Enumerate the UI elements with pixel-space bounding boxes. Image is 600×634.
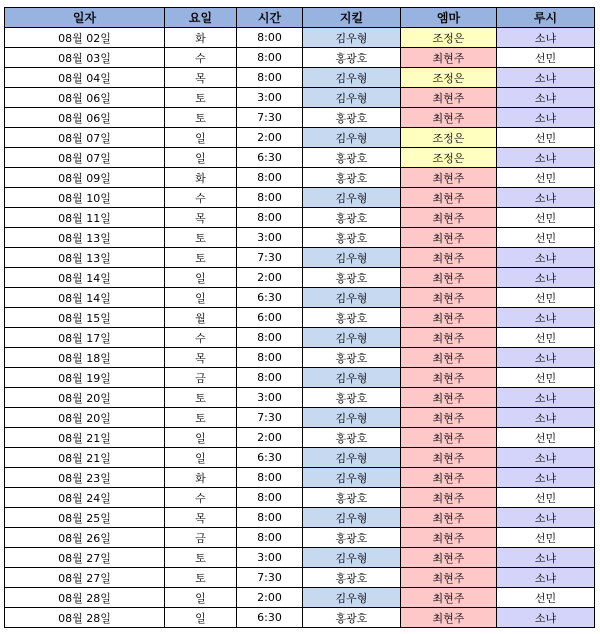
day-cell[interactable]: 토 [165, 568, 237, 588]
day-cell[interactable]: 일 [165, 148, 237, 168]
time-cell[interactable]: 3:00 [237, 388, 303, 408]
day-cell[interactable]: 토 [165, 408, 237, 428]
day-cell[interactable]: 수 [165, 328, 237, 348]
day-cell[interactable]: 수 [165, 488, 237, 508]
time-cell[interactable]: 2:00 [237, 268, 303, 288]
header-row [5, 8, 595, 28]
lucy-cell[interactable]: 소냐 [497, 468, 595, 488]
lucy-cell[interactable]: 소냐 [497, 188, 595, 208]
header-emma[interactable]: 엠마 [401, 8, 497, 28]
emma-cell[interactable]: 최현주 [401, 108, 497, 128]
day-cell[interactable]: 화 [165, 168, 237, 188]
time-cell[interactable]: 8:00 [237, 168, 303, 188]
jekyll-cell[interactable]: 김우형 [303, 28, 401, 48]
jekyll-cell[interactable]: 김우형 [303, 508, 401, 528]
jekyll-cell[interactable]: 홍광호 [303, 228, 401, 248]
time-cell[interactable]: 6:30 [237, 288, 303, 308]
emma-cell[interactable]: 최현주 [401, 288, 497, 308]
emma-cell[interactable]: 최현주 [401, 408, 497, 428]
time-cell[interactable]: 6:00 [237, 308, 303, 328]
day-cell[interactable]: 목 [165, 68, 237, 88]
emma-cell[interactable]: 최현주 [401, 88, 497, 108]
jekyll-cell[interactable]: 홍광호 [303, 428, 401, 448]
day-cell[interactable]: 금 [165, 368, 237, 388]
emma-cell[interactable]: 최현주 [401, 368, 497, 388]
lucy-cell[interactable]: 선민 [497, 328, 595, 348]
date-cell[interactable]: 08월 14일 [5, 288, 165, 308]
table-row [5, 448, 595, 468]
emma-cell[interactable]: 최현주 [401, 168, 497, 188]
day-cell[interactable]: 일 [165, 608, 237, 628]
time-cell[interactable]: 8:00 [237, 368, 303, 388]
lucy-cell[interactable]: 선민 [497, 208, 595, 228]
time-cell[interactable]: 2:00 [237, 128, 303, 148]
table-row [5, 188, 595, 208]
emma-cell[interactable]: 최현주 [401, 208, 497, 228]
day-cell[interactable]: 수 [165, 48, 237, 68]
jekyll-cell[interactable]: 홍광호 [303, 568, 401, 588]
header-jekyll[interactable]: 지킬 [303, 8, 401, 28]
date-cell[interactable]: 08월 27일 [5, 548, 165, 568]
header-lucy[interactable]: 루시 [497, 8, 595, 28]
lucy-cell[interactable]: 소냐 [497, 108, 595, 128]
jekyll-cell[interactable]: 김우형 [303, 548, 401, 568]
date-cell[interactable]: 08월 09일 [5, 168, 165, 188]
jekyll-cell[interactable]: 홍광호 [303, 268, 401, 288]
emma-cell[interactable]: 최현주 [401, 228, 497, 248]
date-cell[interactable]: 08월 20일 [5, 408, 165, 428]
table-row [5, 588, 595, 608]
date-cell[interactable]: 08월 21일 [5, 448, 165, 468]
header-time[interactable]: 시간 [237, 8, 303, 28]
jekyll-cell[interactable]: 홍광호 [303, 208, 401, 228]
day-cell[interactable]: 일 [165, 268, 237, 288]
day-cell[interactable]: 금 [165, 528, 237, 548]
lucy-cell[interactable]: 소냐 [497, 268, 595, 288]
day-cell[interactable]: 목 [165, 348, 237, 368]
day-cell[interactable]: 토 [165, 248, 237, 268]
table-row [5, 548, 595, 568]
jekyll-cell[interactable]: 홍광호 [303, 48, 401, 68]
table-row [5, 68, 595, 88]
date-cell[interactable]: 08월 28일 [5, 588, 165, 608]
date-cell[interactable]: 08월 26일 [5, 528, 165, 548]
time-cell[interactable]: 3:00 [237, 548, 303, 568]
lucy-cell[interactable]: 소냐 [497, 68, 595, 88]
date-cell[interactable]: 08월 14일 [5, 268, 165, 288]
time-cell[interactable]: 6:30 [237, 448, 303, 468]
lucy-cell[interactable]: 소냐 [497, 28, 595, 48]
time-cell[interactable]: 7:30 [237, 248, 303, 268]
day-cell[interactable]: 일 [165, 288, 237, 308]
emma-cell[interactable]: 최현주 [401, 308, 497, 328]
jekyll-cell[interactable]: 홍광호 [303, 388, 401, 408]
date-cell[interactable]: 08월 28일 [5, 608, 165, 628]
day-cell[interactable]: 목 [165, 208, 237, 228]
lucy-cell[interactable]: 소냐 [497, 608, 595, 628]
emma-cell[interactable]: 최현주 [401, 588, 497, 608]
lucy-cell[interactable]: 소냐 [497, 348, 595, 368]
emma-cell[interactable]: 최현주 [401, 388, 497, 408]
time-cell[interactable]: 8:00 [237, 28, 303, 48]
jekyll-cell[interactable]: 홍광호 [303, 148, 401, 168]
date-cell[interactable]: 08월 04일 [5, 68, 165, 88]
table-row [5, 308, 595, 328]
date-cell[interactable]: 08월 10일 [5, 188, 165, 208]
table-row [5, 268, 595, 288]
date-cell[interactable]: 08월 17일 [5, 328, 165, 348]
time-cell[interactable]: 8:00 [237, 488, 303, 508]
time-cell[interactable]: 8:00 [237, 348, 303, 368]
jekyll-cell[interactable]: 홍광호 [303, 488, 401, 508]
time-cell[interactable]: 8:00 [237, 68, 303, 88]
jekyll-cell[interactable]: 홍광호 [303, 108, 401, 128]
table-row [5, 48, 595, 68]
table-row [5, 168, 595, 188]
jekyll-cell[interactable]: 김우형 [303, 408, 401, 428]
lucy-cell[interactable]: 선민 [497, 288, 595, 308]
table-row [5, 468, 595, 488]
lucy-cell[interactable]: 선민 [497, 228, 595, 248]
date-cell[interactable]: 08월 19일 [5, 368, 165, 388]
time-cell[interactable]: 7:30 [237, 108, 303, 128]
day-cell[interactable]: 토 [165, 388, 237, 408]
lucy-cell[interactable]: 소냐 [497, 308, 595, 328]
lucy-cell[interactable]: 선민 [497, 168, 595, 188]
day-cell[interactable]: 토 [165, 88, 237, 108]
table-row [5, 428, 595, 448]
emma-cell[interactable]: 최현주 [401, 548, 497, 568]
lucy-cell[interactable]: 소냐 [497, 148, 595, 168]
emma-cell[interactable]: 최현주 [401, 528, 497, 548]
date-cell[interactable]: 08월 06일 [5, 88, 165, 108]
jekyll-cell[interactable]: 김우형 [303, 368, 401, 388]
date-cell[interactable]: 08월 23일 [5, 468, 165, 488]
lucy-cell[interactable]: 선민 [497, 488, 595, 508]
emma-cell[interactable]: 최현주 [401, 428, 497, 448]
date-cell[interactable]: 08월 06일 [5, 108, 165, 128]
table-row [5, 248, 595, 268]
day-cell[interactable]: 일 [165, 128, 237, 148]
lucy-cell[interactable]: 선민 [497, 128, 595, 148]
day-cell[interactable]: 토 [165, 228, 237, 248]
emma-cell[interactable]: 최현주 [401, 268, 497, 288]
date-cell[interactable]: 08월 24일 [5, 488, 165, 508]
jekyll-cell[interactable]: 김우형 [303, 328, 401, 348]
time-cell[interactable]: 8:00 [237, 188, 303, 208]
lucy-cell[interactable]: 선민 [497, 428, 595, 448]
emma-cell[interactable]: 최현주 [401, 48, 497, 68]
emma-cell[interactable]: 최현주 [401, 488, 497, 508]
table-row [5, 88, 595, 108]
date-cell[interactable]: 08월 13일 [5, 228, 165, 248]
day-cell[interactable]: 화 [165, 28, 237, 48]
emma-cell[interactable]: 조정은 [401, 28, 497, 48]
table-row [5, 288, 595, 308]
date-cell[interactable]: 08월 11일 [5, 208, 165, 228]
date-cell[interactable]: 08월 03일 [5, 48, 165, 68]
table-row [5, 328, 595, 348]
day-cell[interactable]: 수 [165, 188, 237, 208]
table-row [5, 488, 595, 508]
time-cell[interactable]: 8:00 [237, 48, 303, 68]
date-cell[interactable]: 08월 20일 [5, 388, 165, 408]
date-cell[interactable]: 08월 27일 [5, 568, 165, 588]
table-row [5, 508, 595, 528]
date-cell[interactable]: 08월 15일 [5, 308, 165, 328]
day-cell[interactable]: 목 [165, 508, 237, 528]
day-cell[interactable]: 일 [165, 588, 237, 608]
header-date[interactable]: 일자 [5, 8, 165, 28]
jekyll-cell[interactable]: 김우형 [303, 68, 401, 88]
day-cell[interactable]: 일 [165, 428, 237, 448]
emma-cell[interactable]: 최현주 [401, 188, 497, 208]
day-cell[interactable]: 월 [165, 308, 237, 328]
time-cell[interactable]: 8:00 [237, 208, 303, 228]
table-row [5, 128, 595, 148]
date-cell[interactable]: 08월 13일 [5, 248, 165, 268]
time-cell[interactable]: 8:00 [237, 508, 303, 528]
emma-cell[interactable]: 최현주 [401, 468, 497, 488]
emma-cell[interactable]: 최현주 [401, 248, 497, 268]
date-cell[interactable]: 08월 07일 [5, 148, 165, 168]
emma-cell[interactable]: 조정은 [401, 68, 497, 88]
jekyll-cell[interactable]: 홍광호 [303, 348, 401, 368]
date-cell[interactable]: 08월 25일 [5, 508, 165, 528]
emma-cell[interactable]: 조정은 [401, 128, 497, 148]
lucy-cell[interactable]: 소냐 [497, 548, 595, 568]
lucy-cell[interactable]: 소냐 [497, 248, 595, 268]
emma-cell[interactable]: 최현주 [401, 328, 497, 348]
table-row [5, 148, 595, 168]
date-cell[interactable]: 08월 02일 [5, 28, 165, 48]
table-row [5, 608, 595, 628]
date-cell[interactable]: 08월 07일 [5, 128, 165, 148]
day-cell[interactable]: 일 [165, 448, 237, 468]
table-row [5, 208, 595, 228]
time-cell[interactable]: 2:00 [237, 428, 303, 448]
date-cell[interactable]: 08월 21일 [5, 428, 165, 448]
day-cell[interactable]: 토 [165, 548, 237, 568]
day-cell[interactable]: 화 [165, 468, 237, 488]
lucy-cell[interactable]: 선민 [497, 48, 595, 68]
lucy-cell[interactable]: 선민 [497, 588, 595, 608]
day-cell[interactable]: 토 [165, 108, 237, 128]
emma-cell[interactable]: 최현주 [401, 608, 497, 628]
table-row [5, 348, 595, 368]
emma-cell[interactable]: 최현주 [401, 508, 497, 528]
table-row [5, 388, 595, 408]
lucy-cell[interactable]: 소냐 [497, 88, 595, 108]
lucy-cell[interactable]: 선민 [497, 528, 595, 548]
lucy-cell[interactable]: 소냐 [497, 408, 595, 428]
jekyll-cell[interactable]: 김우형 [303, 248, 401, 268]
jekyll-cell[interactable]: 김우형 [303, 88, 401, 108]
time-cell[interactable]: 6:30 [237, 608, 303, 628]
jekyll-cell[interactable]: 홍광호 [303, 308, 401, 328]
time-cell[interactable]: 3:00 [237, 88, 303, 108]
emma-cell[interactable]: 최현주 [401, 348, 497, 368]
emma-cell[interactable]: 최현주 [401, 448, 497, 468]
emma-cell[interactable]: 조정은 [401, 148, 497, 168]
table-row [5, 408, 595, 428]
jekyll-cell[interactable]: 김우형 [303, 468, 401, 488]
time-cell[interactable]: 6:30 [237, 148, 303, 168]
jekyll-cell[interactable]: 홍광호 [303, 528, 401, 548]
schedule-table [4, 7, 595, 628]
jekyll-cell[interactable]: 김우형 [303, 188, 401, 208]
lucy-cell[interactable]: 소냐 [497, 508, 595, 528]
table-row [5, 528, 595, 548]
table-row [5, 568, 595, 588]
header-day[interactable]: 요일 [165, 8, 237, 28]
lucy-cell[interactable]: 선민 [497, 368, 595, 388]
lucy-cell[interactable]: 소냐 [497, 568, 595, 588]
lucy-cell[interactable]: 소냐 [497, 448, 595, 468]
table-row [5, 28, 595, 48]
time-cell[interactable]: 7:30 [237, 408, 303, 428]
time-cell[interactable]: 8:00 [237, 528, 303, 548]
jekyll-cell[interactable]: 김우형 [303, 128, 401, 148]
table-row [5, 228, 595, 248]
jekyll-cell[interactable]: 홍광호 [303, 168, 401, 188]
table-row [5, 108, 595, 128]
time-cell[interactable]: 7:30 [237, 568, 303, 588]
jekyll-cell[interactable]: 홍광호 [303, 608, 401, 628]
jekyll-cell[interactable]: 김우형 [303, 448, 401, 468]
emma-cell[interactable]: 최현주 [401, 568, 497, 588]
jekyll-cell[interactable]: 김우형 [303, 288, 401, 308]
lucy-cell[interactable]: 소냐 [497, 388, 595, 408]
date-cell[interactable]: 08월 18일 [5, 348, 165, 368]
time-cell[interactable]: 3:00 [237, 228, 303, 248]
time-cell[interactable]: 8:00 [237, 328, 303, 348]
table-row [5, 368, 595, 388]
time-cell[interactable]: 2:00 [237, 588, 303, 608]
time-cell[interactable]: 8:00 [237, 468, 303, 488]
jekyll-cell[interactable]: 김우형 [303, 588, 401, 608]
